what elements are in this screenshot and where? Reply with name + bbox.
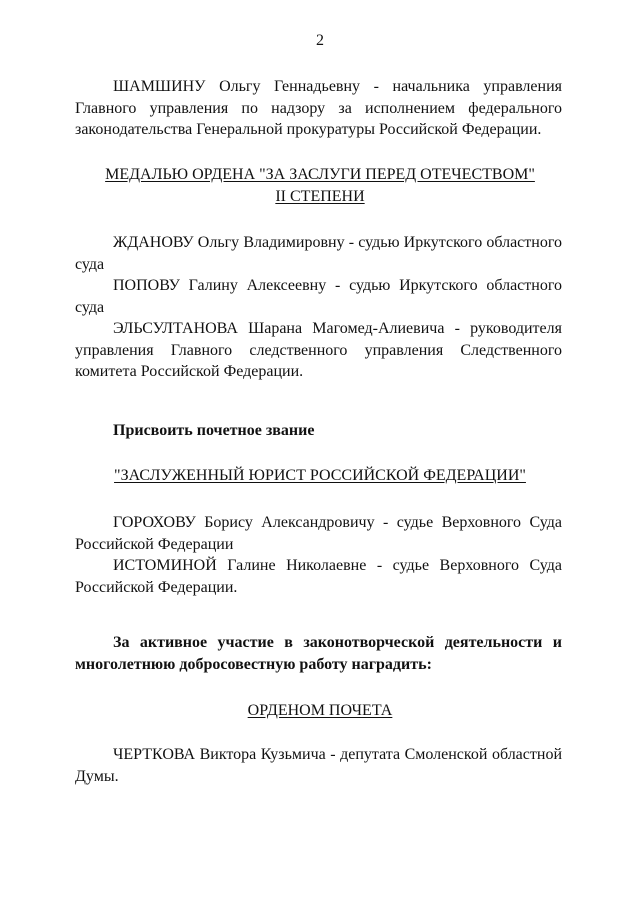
heading-title <box>0 465 640 487</box>
entry-popova: ПОПОВУ Галину Алексеевну - судью Иркутского областного суда <box>75 277 562 316</box>
entries-medal-list <box>75 232 562 383</box>
entry-shamshina: ШАМШИНУ Ольгу Геннадьевну - начальника управления Главного управления по надзору за исполнением федерального законодательства Генеральной прокуратуры Российской Федерации. <box>75 78 562 138</box>
award-text: За активное участие в законотворческой деятельности и многолетнюю добросовестную работу наградить: <box>75 634 562 673</box>
heading-order <box>0 700 640 722</box>
heading-title-text: "ЗАСЛУЖЕННЫЙ ЮРИСТ РОССИЙСКОЙ ФЕДЕРАЦИИ" <box>114 467 526 484</box>
heading-medal-line1-text: МЕДАЛЬЮ ОРДЕНА "ЗА ЗАСЛУГИ ПЕРЕД ОТЕЧЕСТВОМ" <box>105 166 535 183</box>
entry-elsultanov: ЭЛЬСУЛТАНОВА Шарана Магомед-Алиевича - руководителя управления Главного следственного управления Следственного комитета Российской Федерации. <box>75 320 562 380</box>
entry-istomina: ИСТОМИНОЙ Галине Николаевне - судье Верховного Суда Российской Федерации. <box>75 557 562 596</box>
heading-medal-line2 <box>0 186 640 208</box>
assign-title-text: Присвоить почетное звание <box>113 422 315 439</box>
page-number: 2 <box>316 32 324 49</box>
entry-gorokhov: ГОРОХОВУ Борису Александровичу - судье Верховного Суда Российской Федерации <box>75 514 562 553</box>
entries-title-list <box>75 512 562 598</box>
heading-medal-line2-text: II СТЕПЕНИ <box>275 188 365 205</box>
heading-medal-line1 <box>0 164 640 186</box>
entry-chertkov: ЧЕРТКОВА Виктора Кузьмича - депутата Смоленской областной Думы. <box>75 746 562 785</box>
entry-zhdanova: ЖДАНОВУ Ольгу Владимировну - судью Иркутского областного суда <box>75 234 562 273</box>
heading-order-text: ОРДЕНОМ ПОЧЕТА <box>247 702 393 719</box>
